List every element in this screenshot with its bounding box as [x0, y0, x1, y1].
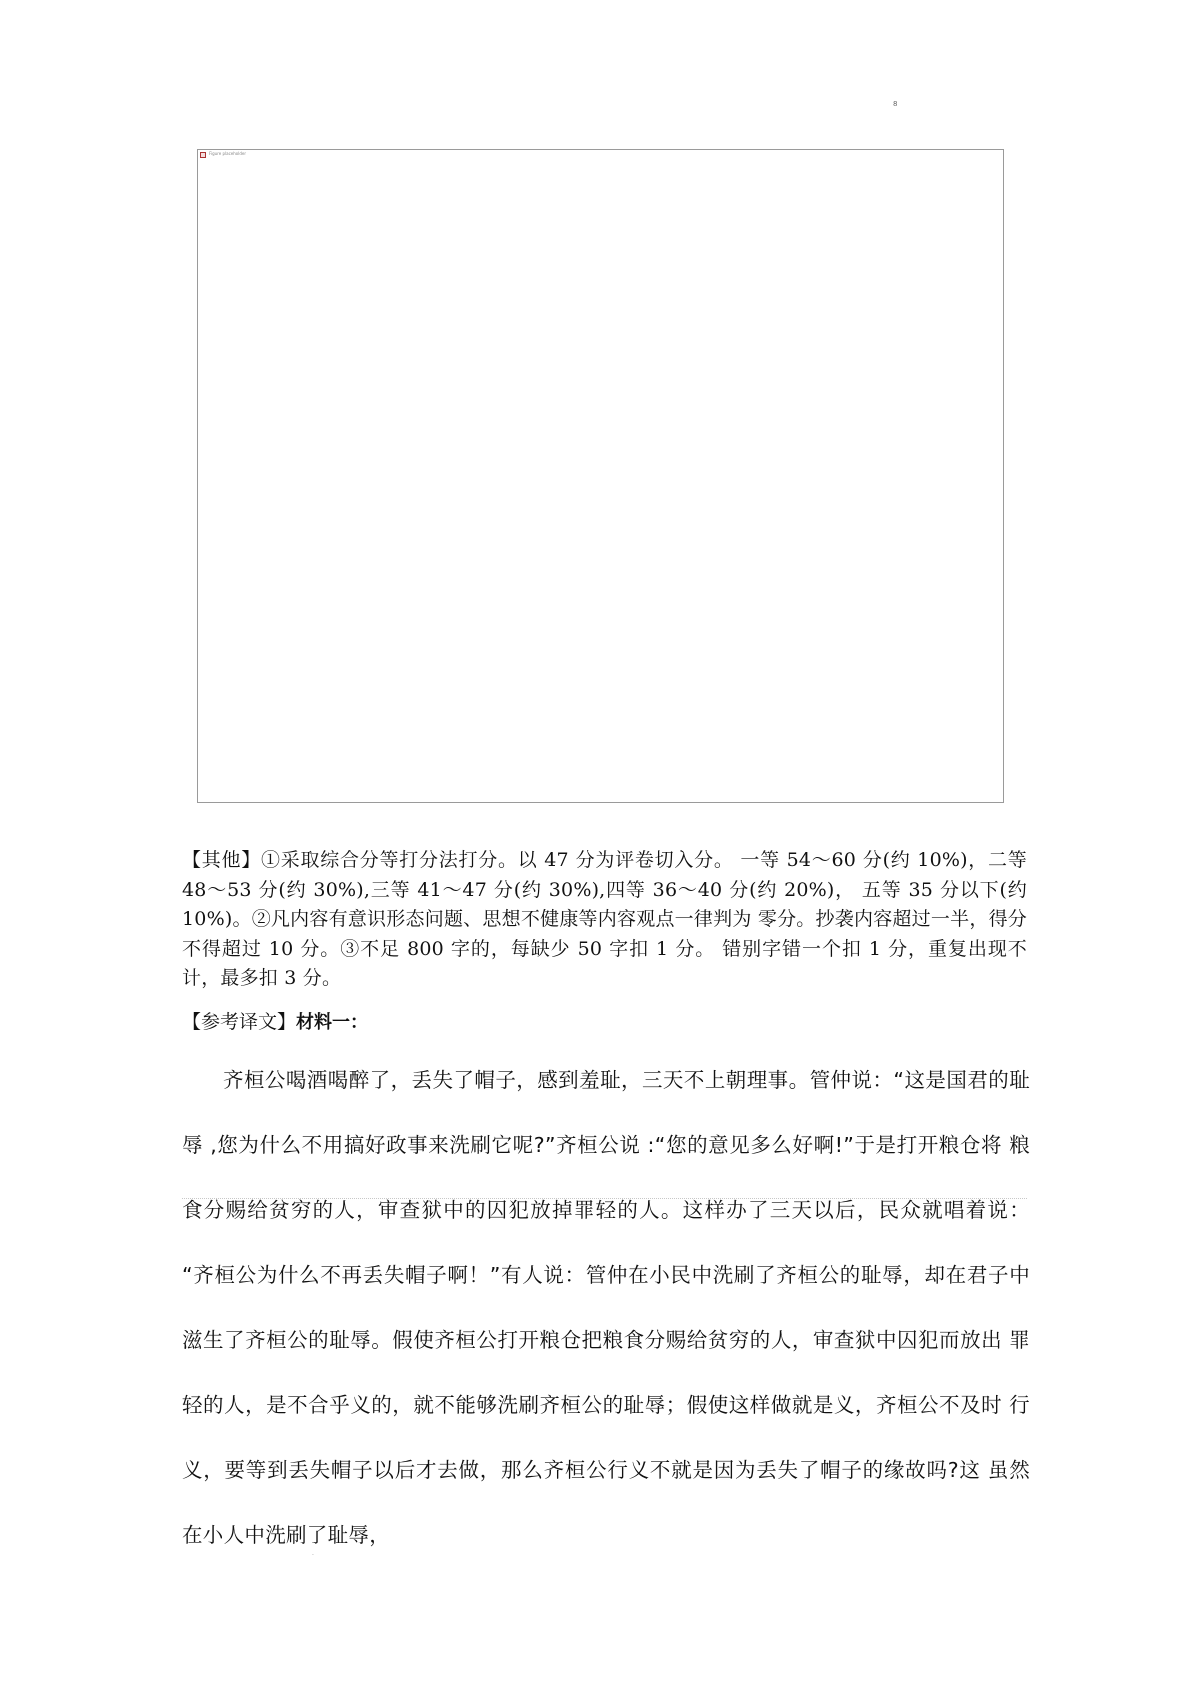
image-placeholder-frame	[197, 149, 1004, 803]
broken-image-icon	[200, 152, 206, 158]
dotted-divider	[182, 1198, 1027, 1199]
reference-subheading: 材料一：	[296, 1012, 369, 1033]
reference-heading	[182, 1008, 368, 1037]
image-alt-text: Figure placeholder	[209, 151, 246, 156]
translation-paragraph: 齐桓公喝酒喝醉了，丢失了帽子，感到羞耻，三天不上朝理事。管仲说：“这是国君的耻 辱 ,您为什么不用搞好政事来洗刷它呢?”齐桓公说 :“您的意见多么好啊!”于是打开粮仓将 粮食分赐给贫穷的人，审查狱中的囚犯放掉罪轻的人。这样办了三天以后，民众就唱着说： “齐桓公为什么不再丢失帽子啊！”有人说：管仲在小民中洗刷了齐桓公的耻辱，却在君子中 滋生了齐桓公的耻辱。假使齐桓公打开粮仓把粮食分赐给贫穷的人，审查狱中囚犯而放出 罪轻的人，是不合乎义的，就不能够洗刷齐桓公的耻辱；假使这样做就是义，齐桓公不及时 行义，要等到丢失帽子以后才去做，那么齐桓公行义不就是因为丢失了帽子的缘故吗?这 虽然在小人中洗刷了耻辱，	[182, 1068, 1030, 1547]
other-section	[182, 846, 1027, 994]
other-section-label: 【其他】	[182, 849, 261, 871]
page-marker: 8	[893, 100, 898, 108]
footer-dot: ·	[312, 1552, 314, 1559]
other-section-text: ①采取综合分等打分法打分。以 47 分为评卷切入分。 一等 54～60 分(约 10%)，二等 48～53 分(约 30%),三等 41～47 分(约 30%),四等 36～40 分(约 20%)， 五等 35 分以下(约 10%)。②凡内容有意识形态问题、思想不健康等内容观点一律判为 零分。抄袭内容超过一半，得分不得超过 10 分。③不足 800 字的，每缺少 50 字扣 1 分。 错别字错一个扣 1 分，重复出现不计，最多扣 3 分。	[182, 849, 1027, 989]
reference-label: 【参考译文】	[182, 1011, 297, 1033]
